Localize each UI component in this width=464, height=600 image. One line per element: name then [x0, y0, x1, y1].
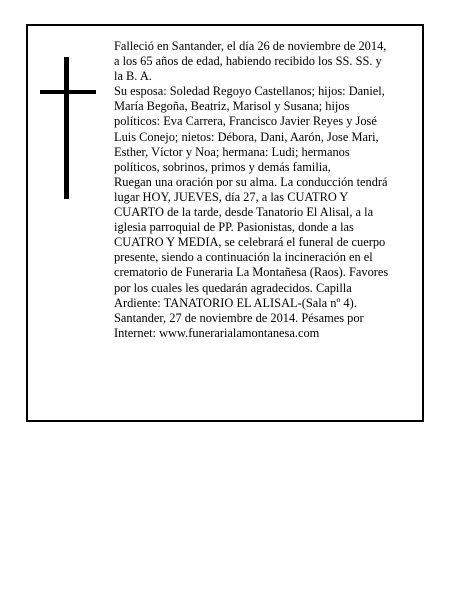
notice-line: a los 65 años de edad, habiendo recibido los SS. SS. y — [114, 54, 382, 69]
notice-line: CUATRO Y MEDIA, se celebrará el funeral de cuerpo — [114, 235, 386, 250]
cross-horizontal-bar — [40, 90, 96, 94]
obituary-text — [114, 39, 418, 341]
notice-line: Su esposa: Soledad Regoyo Castellanos; hijos: Daniel, — [114, 84, 385, 99]
notice-line: Internet: www.funerarialamontanesa.com — [114, 325, 320, 340]
notice-line: políticos, sobrinos, primos y demás familia, — [114, 159, 331, 174]
notice-line: Esther, Víctor y Noa; hermana: Ludi; hermanos — [114, 144, 350, 159]
notice-line: crematorio de Funeraria La Montañesa (Raos). Favores — [114, 265, 389, 280]
notice-line: María Begoña, Beatriz, Marisol y Susana; hijos — [114, 99, 350, 114]
cross-icon — [40, 57, 96, 199]
notice-line: Falleció en Santander, el día 26 de noviembre de 2014, — [114, 39, 387, 53]
cross-vertical-bar — [64, 57, 69, 199]
notice-line: políticos: Eva Carrera, Francisco Javier Reyes y José — [114, 114, 377, 129]
notice-line: Ruegan una oración por su alma. La conducción tendrá — [114, 174, 388, 189]
notice-line: CUARTO de la tarde, desde Tanatorio El Alisal, a la — [114, 205, 374, 220]
notice-line: Luis Conejo; nietos: Débora, Dani, Aarón, Jose Mari, — [114, 129, 379, 144]
notice-line: la B. A. — [114, 69, 152, 84]
notice-line: iglesia parroquial de PP. Pasionistas, donde a las — [114, 220, 354, 235]
notice-line: Santander, 27 de noviembre de 2014. Pésames por — [114, 310, 364, 325]
notice-line: lugar HOY, JUEVES, día 27, a las CUATRO Y — [114, 189, 349, 204]
obituary-notice-frame — [26, 24, 424, 422]
notice-line: Ardiente: TANATORIO EL ALISAL-(Sala nº 4). — [114, 295, 357, 310]
notice-line: por los cuales les quedarán agradecidos. Capilla — [114, 280, 352, 295]
notice-line: presente, siendo a continuación la incineración en el — [114, 250, 373, 265]
